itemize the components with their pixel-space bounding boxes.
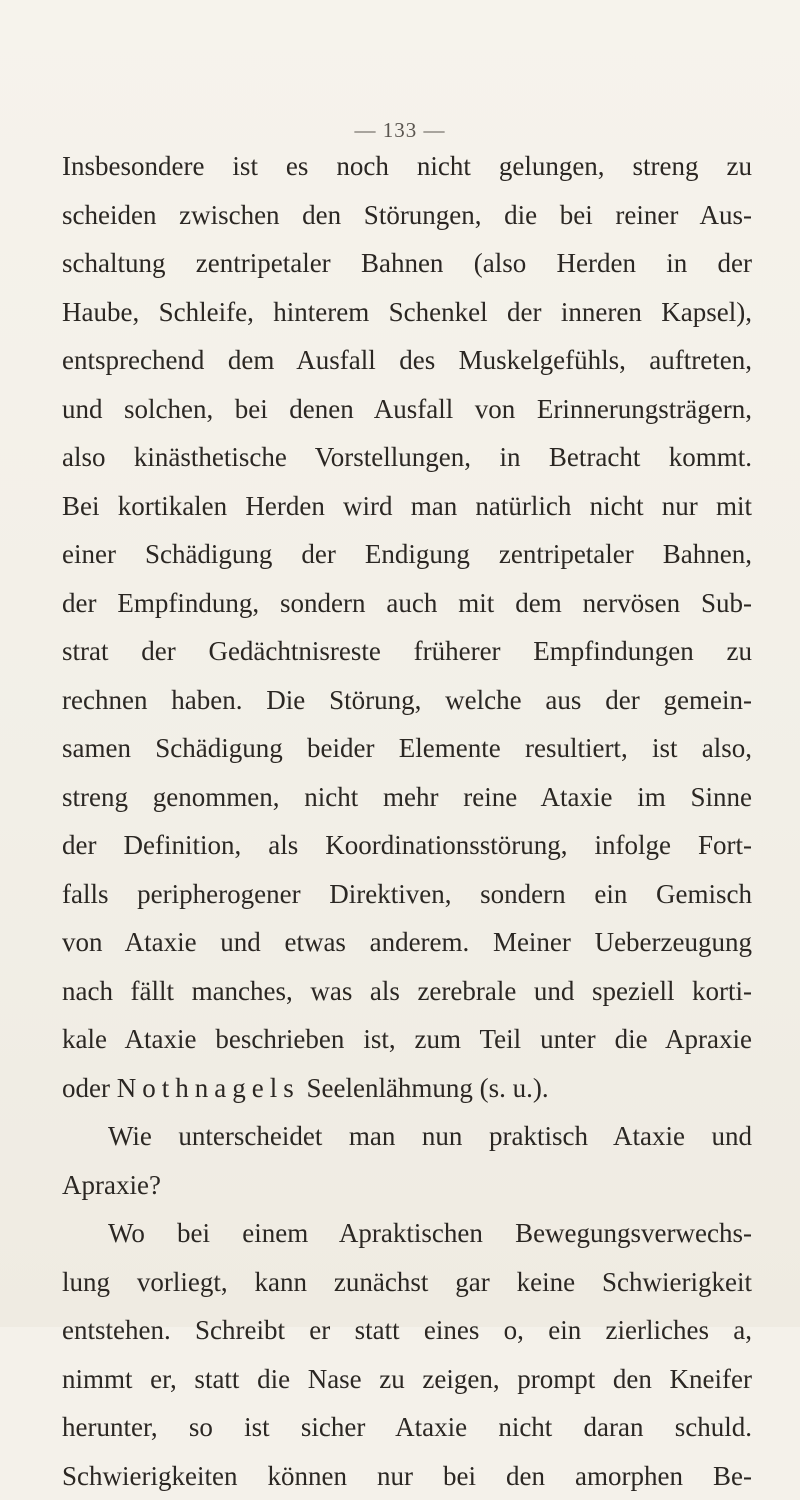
text-line: nimmt er, statt die Nase zu zeigen, prompt den Kneifer	[62, 1355, 752, 1404]
text-line: von Ataxie und etwas anderem. Meiner Ueberzeugung	[62, 918, 752, 967]
text-line: scheiden zwischen den Störungen, die bei reiner Aus-	[62, 191, 752, 240]
text-line: rechnen haben. Die Störung, welche aus der gemein-	[62, 676, 752, 725]
text-line: schaltung zentripetaler Bahnen (also Herden in der	[62, 239, 752, 288]
text-line: herunter, so ist sicher Ataxie nicht daran schuld.	[62, 1403, 752, 1452]
text-line: der Definition, als Koordinationsstörung, infolge Fort-	[62, 821, 752, 870]
author-name: Nothnagels	[117, 1073, 300, 1103]
text-line: lung vorliegt, kann zunächst gar keine Schwierigkeit	[62, 1258, 752, 1307]
text-line: nach fällt manches, was als zerebrale und speziell korti-	[62, 967, 752, 1016]
text-fragment: oder	[62, 1073, 117, 1103]
text-line: entstehen. Schreibt er statt eines o, ein zierliches a,	[62, 1306, 752, 1355]
text-line: streng genommen, nicht mehr reine Ataxie im Sinne	[62, 773, 752, 822]
text-line: strat der Gedächtnisreste früherer Empfindungen zu	[62, 627, 752, 676]
page-number: — 133 —	[0, 118, 800, 143]
text-line: einer Schädigung der Endigung zentripetaler Bahnen,	[62, 530, 752, 579]
text-line: Apraxie?	[62, 1161, 752, 1210]
text-line: kale Ataxie beschrieben ist, zum Teil unter die Apraxie	[62, 1015, 752, 1064]
text-line: Haube, Schleife, hinterem Schenkel der inneren Kapsel),	[62, 288, 752, 337]
text-line: Schwierigkeiten können nur bei den amorphen Be-	[62, 1452, 752, 1500]
text-line: Bei kortikalen Herden wird man natürlich nicht nur mit	[62, 482, 752, 531]
text-line: falls peripherogener Direktiven, sondern ein Gemisch	[62, 870, 752, 919]
text-line: samen Schädigung beider Elemente resultiert, ist also,	[62, 724, 752, 773]
body-text	[62, 142, 752, 1500]
text-fragment: Seelenlähmung (s. u.).	[300, 1073, 549, 1103]
text-line: entsprechend dem Ausfall des Muskelgefühls, auftreten,	[62, 336, 752, 385]
text-line: und solchen, bei denen Ausfall von Erinnerungsträgern,	[62, 385, 752, 434]
text-line: der Empfindung, sondern auch mit dem nervösen Sub-	[62, 579, 752, 628]
text-line	[62, 1064, 752, 1113]
text-line: Insbesondere ist es noch nicht gelungen, streng zu	[62, 142, 752, 191]
text-line: also kinästhetische Vorstellungen, in Betracht kommt.	[62, 433, 752, 482]
text-line: Wo bei einem Apraktischen Bewegungsverwechs-	[62, 1209, 752, 1258]
text-line: Wie unterscheidet man nun praktisch Ataxie und	[62, 1112, 752, 1161]
